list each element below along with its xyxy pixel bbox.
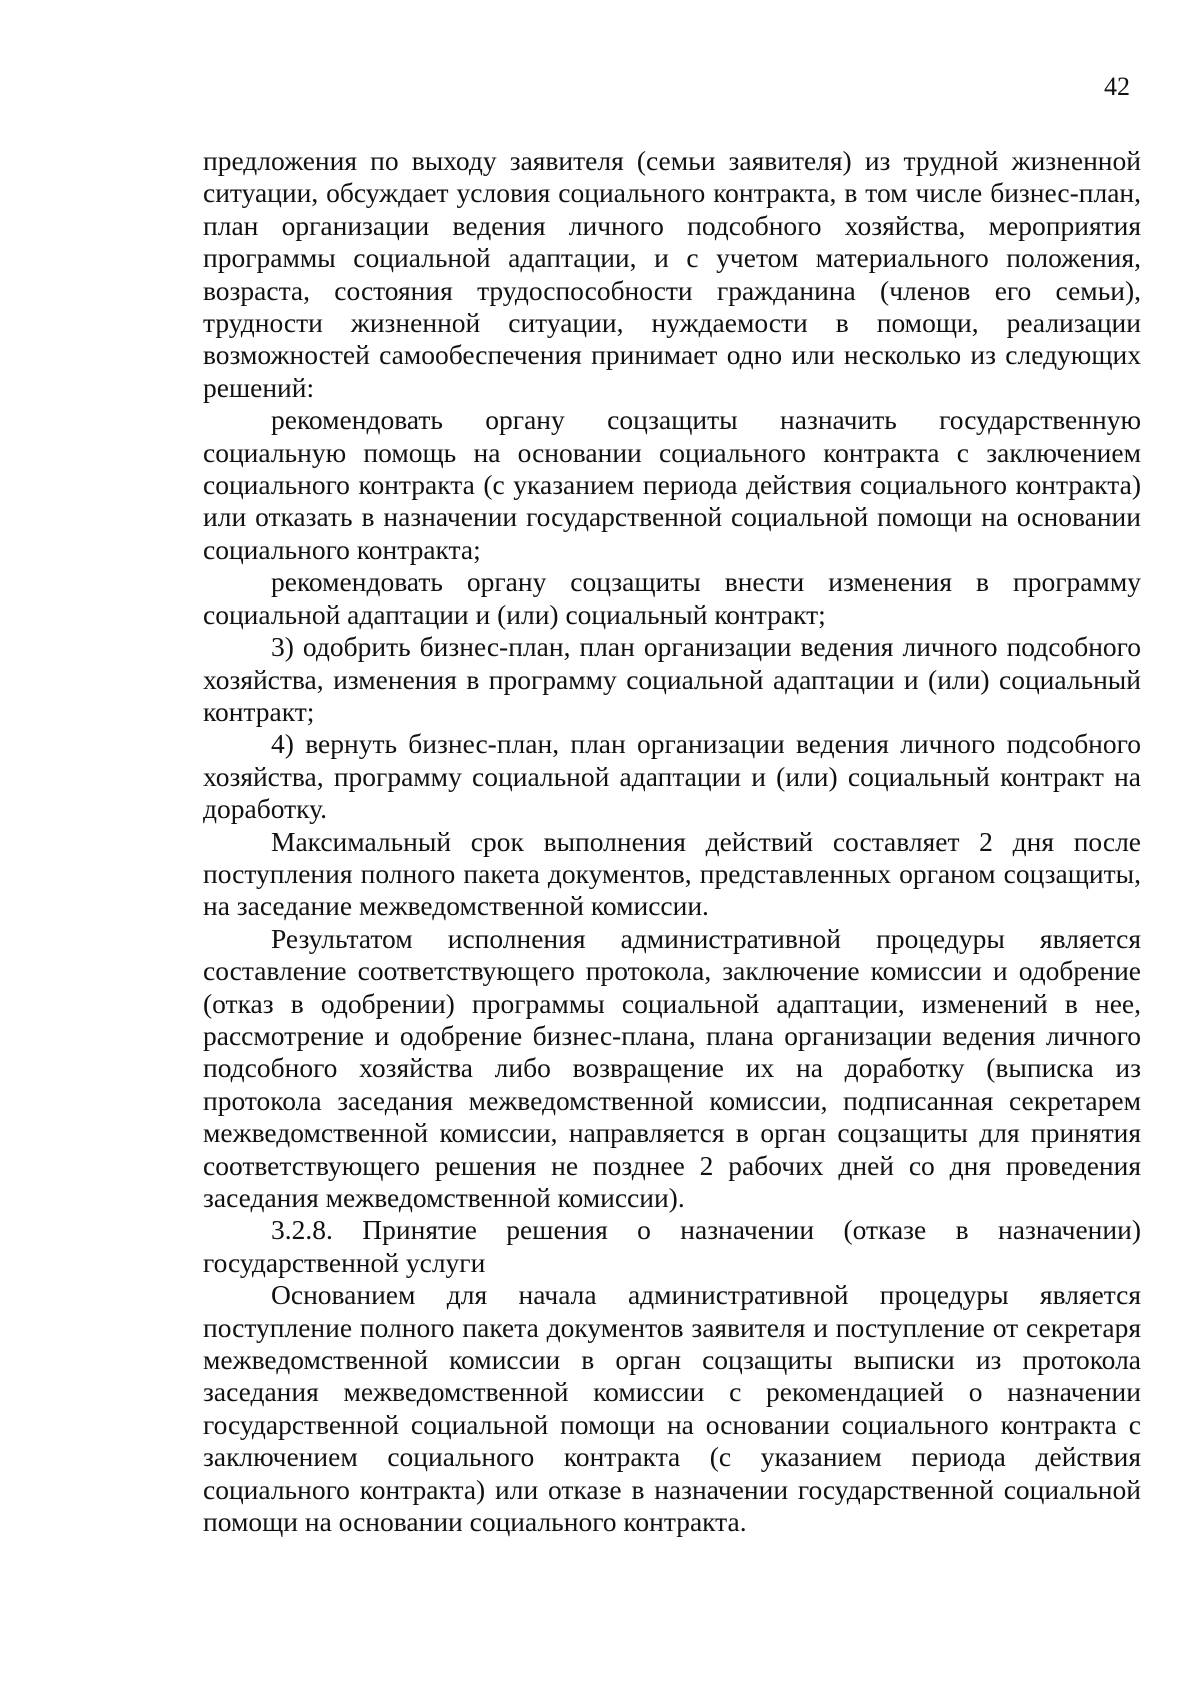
paragraph-item-3: 3) одобрить бизнес-план, план организации ведения личного подсобного хозяйства, изменения в программу социальной адаптации и (или) социальный контракт;	[203, 631, 1141, 727]
page-number: 42	[1104, 72, 1130, 101]
paragraph-item-4: 4) вернуть бизнес-план, план организации ведения личного подсобного хозяйства, программу социальной адаптации и (или) социальный контракт на доработку.	[203, 728, 1141, 825]
paragraph-max-term: Максимальный срок выполнения действий составляет 2 дня после поступления полного пакета документов, представленных органом соцзащиты, на заседание межведомственной комиссии.	[203, 825, 1141, 922]
body-text	[203, 145, 1141, 1538]
paragraph-recommend-changes: рекомендовать органу соцзащиты внести изменения в программу социальной адаптации и (или) социальный контракт;	[203, 566, 1141, 630]
paragraph-basis: Основанием для начала административной процедуры является поступление полного пакета документов заявителя и поступление от секретаря межведомственной комиссии в орган соцзащиты выписки из протокола заседания межведомственной комиссии с рекомендацией о назначении государственной социальной помощи на основании социального контракта с заключением социального контракта (с указанием периода действия социального контракта) или отказе в назначении государственной социальной помощи на основании социального контракта.	[203, 1279, 1141, 1538]
section-heading-3-2-8: 3.2.8. Принятие решения о назначении (отказе в назначении) государственной услуги	[203, 1214, 1141, 1278]
paragraph-continuation: предложения по выходу заявителя (семьи заявителя) из трудной жизненной ситуации, обсуждает условия социального контракта, в том числе бизнес-план, план организации ведения личного подсобного хозяйства, мероприятия программы социальной адаптации, и с учетом материального положения, возраста, состояния трудоспособности гражданина (членов его семьи), трудности жизненной ситуации, нуждаемости в помощи, реализации возможностей самообеспечения принимает одно или несколько из следующих решений:	[203, 145, 1141, 403]
paragraph-recommend-assign: рекомендовать органу соцзащиты назначить государственную социальную помощь на основании социального контракта с заключением социального контракта (с указанием периода действия социального контракта) или отказать в назначении государственной социальной помощи на основании социального контракта;	[203, 404, 1141, 565]
paragraph-result: Результатом исполнения административной процедуры является составление соответствующего протокола, заключение комиссии и одобрение (отказ в одобрении) программы социальной адаптации, изменений в нее, рассмотрение и одобрение бизнес-плана, плана организации ведения личного подсобного хозяйства либо возвращение их на доработку (выписка из протокола заседания межведомственной комиссии, подписанная секретарем межведомственной комиссии, направляется в орган соцзащиты для принятия соответствующего решения не позднее 2 рабочих дней со дня проведения заседания межведомственной комиссии).	[203, 922, 1141, 1213]
